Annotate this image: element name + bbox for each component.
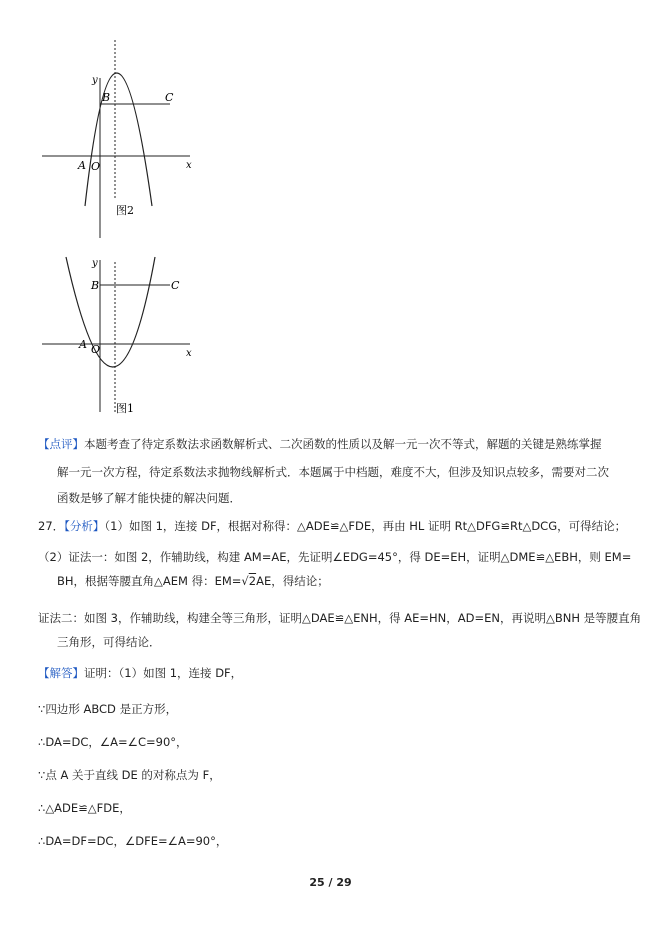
analysis-text-3b: AE，得结论；: [256, 574, 329, 588]
solution-tag: 【解答】: [38, 666, 84, 680]
solution-line-intro: [38, 665, 242, 681]
analysis-text-3a: BH，根据等腰直角△AEM 得：EM=: [57, 574, 242, 588]
o-label: O: [91, 160, 101, 173]
figure-caption: 图2: [116, 204, 134, 217]
analysis-text-1: （1）如图 1，连接 DF，根据对称得：△ADE≌△FDE，再由 HL 证明 Rt△DFG≌Rt△DCG，可得结论；: [104, 519, 627, 533]
solution-step-2: ∴DA=DC，∠A=∠C=90°，: [38, 735, 188, 749]
q27-number: 27．: [38, 519, 65, 533]
solution-intro: 证明：（1）如图 1，连接 DF，: [84, 666, 243, 680]
figure-1-graph: [38, 252, 208, 422]
solution-step-5: ∴DA=DF=DC，∠DFE=∠A=90°，: [38, 834, 228, 848]
method2-line-1: 证法二：如图 3，作辅助线，构建全等三角形，证明△DAE≌△ENH，得 AE=HN，AD=EN，再说明△BNH 是等腰直角: [38, 611, 642, 625]
sqrt-radicand: 2: [248, 574, 257, 588]
figure-2-graph: [38, 38, 208, 238]
a-label: A: [79, 338, 87, 351]
solution-step-3: ∵点 A 关于直线 DE 的对称点为 F，: [38, 768, 221, 782]
comment-tag: 【点评】: [38, 437, 84, 451]
x-label: x: [186, 348, 192, 359]
solution-step-1: ∵四边形 ABCD 是正方形，: [38, 702, 178, 716]
c-label: C: [171, 279, 180, 292]
comment-line-1: [38, 436, 602, 452]
b-label: B: [91, 279, 100, 292]
q27-analysis-line-3: [57, 573, 329, 589]
b-label: B: [102, 91, 111, 104]
x-label: x: [186, 160, 192, 171]
sqrt-symbol: √: [241, 574, 249, 588]
a-label: A: [78, 159, 86, 172]
q27-analysis-line-2: （2）证法一：如图 2，作辅助线，构建 AM=AE，先证明∠EDG=45°，得 DE=EH，证明△DME≌△EBH，则 EM=: [38, 550, 632, 564]
parabola: [85, 73, 152, 206]
comment-text-1: 本题考查了待定系数法求函数解析式、二次函数的性质以及解一元一次不等式，解题的关键是熟练掌握: [84, 437, 602, 451]
o-label: O: [91, 343, 101, 356]
page-number: 25 / 29: [309, 876, 352, 889]
y-label: y: [92, 75, 98, 86]
analysis-tag: 【分析】: [64, 519, 105, 533]
c-label: C: [165, 91, 174, 104]
comment-line-2: 解一元一次方程，待定系数法求抛物线解析式．本题属于中档题，难度不大，但涉及知识点较多，需要对二次: [57, 465, 609, 479]
y-label: y: [92, 258, 98, 269]
q27-analysis-line-1: [38, 518, 626, 534]
figure-1: [38, 252, 208, 422]
solution-step-4: ∴△ADE≌△FDE，: [38, 801, 131, 815]
figure-2: [38, 38, 208, 238]
figure-caption: 图1: [116, 402, 134, 415]
comment-line-3: 函数是够了解才能快捷的解决问题．: [57, 491, 241, 505]
method2-line-2: 三角形，可得结论．: [57, 635, 161, 649]
